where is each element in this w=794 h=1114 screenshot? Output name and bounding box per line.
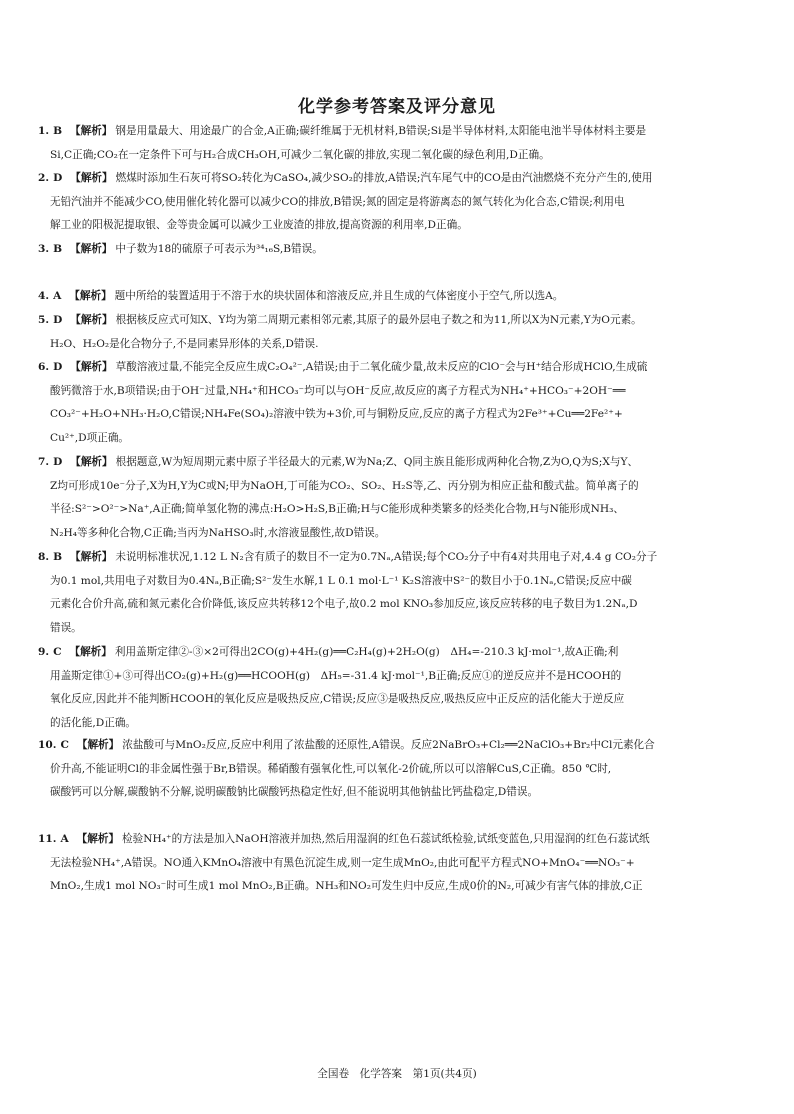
question-number: 3.: [38, 243, 50, 255]
answer-first-line: [38, 285, 754, 309]
answer-text: 酸钙微溶于水,B项错误;由于OH⁻过量,NH₄⁺和HCO₃⁻均可以与OH⁻反应,故反应的离子方程式为NH₄⁺+HCO₃⁻+2OH⁻══: [50, 384, 626, 397]
answer-letter: C: [53, 646, 62, 658]
answer-first-line: [38, 734, 754, 758]
answer-text: 氧化反应,因此并不能判断HCOOH的氧化反应是吸热反应,C错误;反应③是吸热反应,吸热反应中正反应的活化能大于逆反应: [50, 693, 625, 706]
answer-continuation-line: [38, 712, 754, 736]
answer-text: 草酸溶液过量,不能完全反应生成C₂O₄²⁻,A错误;由于二氧化硫少量,故未反应的ClO⁻会与H⁺结合形成HClO,生成硫: [115, 361, 648, 373]
answer-item: [38, 641, 754, 735]
answer-continuation-line: [38, 593, 754, 617]
analysis-tag: 【解析】: [70, 361, 113, 373]
answer-text: 无铅汽油并不能减少CO,使用催化转化器可以减少CO的排放,B错误;氮的固定是将游离态的氮气转化为化合态,C错误;利用电: [50, 195, 625, 208]
answer-text: 碳酸钙可以分解,碳酸钠不分解,说明碳酸钠比碳酸钙热稳定性好,但不能说明其他钠盐比钙盐稳定,D错误。: [50, 786, 539, 799]
answer-continuation-line: [38, 781, 754, 805]
answer-first-line: [38, 309, 754, 333]
answer-letter: A: [53, 290, 62, 302]
answer-text: 根据核反应式可知X、Y均为第二周期元素相邻元素,其原子的最外层电子数之和为11,所以X为N元素,Y为O元素。: [115, 314, 642, 326]
answer-letter: A: [60, 833, 69, 845]
answer-continuation-line: [38, 214, 754, 238]
answer-text: N₂H₄等多种化合物,C正确;当丙为NaHSO₃时,水溶液显酸性,故D错误。: [50, 526, 386, 539]
answer-text: 无法检验NH₄⁺,A错误。NO通入KMnO₄溶液中有黑色沉淀生成,则一定生成MnO₂,由此可配平方程式NO+MnO₄⁻══NO₃⁻+: [50, 856, 635, 869]
answer-letter: B: [53, 243, 63, 255]
question-number: 8.: [38, 551, 50, 563]
answer-continuation-line: [38, 333, 754, 357]
answer-continuation-line: [38, 380, 754, 404]
analysis-tag: 【解析】: [70, 243, 113, 255]
answer-item: [38, 238, 754, 262]
answer-item: [38, 546, 754, 640]
analysis-tag: 【解析】: [76, 739, 120, 751]
answer-first-line: [38, 167, 754, 191]
answer-letter: D: [53, 314, 63, 326]
answer-text: 检验NH₄⁺的方法是加入NaOH溶液并加热,然后用湿润的红色石蕊试纸检验,试纸变蓝色,只用湿润的红色石蕊试纸: [122, 833, 650, 845]
question-number: 11.: [38, 833, 57, 845]
answer-first-line: [38, 546, 754, 570]
answer-text: 解工业的阳极泥提取银、金等贵金属可以减少工业废渣的排放,提高资源的利用率,D正确。: [50, 219, 468, 232]
answer-item: [38, 451, 754, 545]
answer-letter: C: [60, 739, 69, 751]
answer-continuation-line: [38, 758, 754, 782]
answer-text: Si,C正确;CO₂在一定条件下可与H₂合成CH₃OH,可减少二氧化碳的排放,实现二氧化碳的绿色利用,D正确。: [50, 148, 550, 161]
answer-item: [38, 120, 754, 167]
answer-continuation-line: [38, 403, 754, 427]
answer-letter: B: [53, 125, 63, 137]
analysis-tag: 【解析】: [70, 172, 113, 184]
answer-continuation-line: [38, 570, 754, 594]
answer-letter: D: [53, 361, 63, 373]
page-title: 化学参考答案及评分意见: [298, 97, 496, 117]
answer-continuation-line: [38, 852, 754, 876]
page-footer: 全国卷 化学答案 第1页(共4页): [317, 1068, 477, 1080]
answer-item: [38, 167, 754, 238]
question-number: 10.: [38, 739, 57, 751]
answer-text: 中子数为18的硫原子可表示为³⁴₁₆S,B错误。: [115, 243, 323, 255]
answer-text: 题中所给的装置适用于不溶于水的块状固体和溶液反应,并且生成的气体密度小于空气,所以选A。: [114, 290, 564, 302]
analysis-tag: 【解析】: [69, 646, 112, 658]
answer-first-line: [38, 238, 754, 262]
answer-text: 错误。: [50, 621, 82, 634]
answer-text: H₂O、H₂O₂是化合物分子,不是同素异形体的关系,D错误.: [50, 337, 319, 350]
answer-continuation-line: [38, 144, 754, 168]
question-number: 6.: [38, 361, 50, 373]
answer-text: 半径:S²⁻>O²⁻>Na⁺,A正确;简单氢化物的沸点:H₂O>H₂S,B正确;H与C能形成种类繁多的烃类化合物,H与N能形成NH₃、: [50, 503, 624, 516]
question-number: 9.: [38, 646, 50, 658]
answer-item: [38, 828, 754, 899]
question-number: 7.: [38, 456, 50, 468]
answer-first-line: [38, 828, 754, 852]
question-number: 2.: [38, 172, 50, 184]
answer-item: [38, 309, 754, 356]
answer-text: Cu²⁺,D项正确。: [50, 431, 130, 444]
analysis-tag: 【解析】: [70, 125, 113, 137]
answer-text: 价升高,不能证明Cl的非金属性强于Br,B错误。稀硝酸有强氧化性,可以氧化-2价硫,所以可以溶解CuS,C正确。850 ℃时,: [50, 762, 612, 775]
answer-letter: D: [53, 456, 63, 468]
answer-text: 用盖斯定律①+③可得出CO₂(g)+H₂(g)══HCOOH(g) ΔH₅=-31.4 kJ·mol⁻¹,B正确;反应①的逆反应并不是HCOOH的: [50, 669, 622, 682]
answer-continuation-line: [38, 475, 754, 499]
answer-first-line: [38, 120, 754, 144]
answer-continuation-line: [38, 875, 754, 899]
analysis-tag: 【解析】: [70, 456, 113, 468]
answer-text: 的活化能,D正确。: [50, 716, 137, 729]
question-number: 1.: [38, 125, 50, 137]
answer-text: 未说明标准状况,1.12 L N₂含有质子的数目不一定为0.7Nₐ,A错误;每个CO₂分子中有4对共用电子对,4.4 g CO₂分子: [115, 551, 658, 563]
answer-text: 浓盐酸可与MnO₂反应,反应中利用了浓盐酸的还原性,A错误。反应2NaBrO₃+Cl₂══2NaClO₃+Br₂中Cl元素化合: [122, 739, 655, 751]
answer-continuation-line: [38, 427, 754, 451]
answer-continuation-line: [38, 498, 754, 522]
answer-first-line: [38, 451, 754, 475]
answer-letter: B: [53, 551, 63, 563]
answer-text: 为0.1 mol,共用电子对数目为0.4Nₐ,B正确;S²⁻发生水解,1 L 0.1 mol·L⁻¹ K₂S溶液中S²⁻的数目小于0.1Nₐ,C错误;反应中碳: [50, 574, 632, 587]
analysis-tag: 【解析】: [70, 551, 113, 563]
analysis-tag: 【解析】: [76, 833, 120, 845]
analysis-tag: 【解析】: [69, 290, 112, 302]
answer-text: Z均可形成10e⁻分子,X为H,Y为C或N;甲为NaOH,丁可能为CO₂、SO₂、H₂S等,乙、丙分别为相应正盐和酸式盐。简单离子的: [50, 479, 639, 492]
answer-text: MnO₂,生成1 mol NO₃⁻时可生成1 mol MnO₂,B正确。NH₃和NO₂可发生归中反应,生成0价的N₂,可减少有害气体的排放,C正: [50, 880, 643, 893]
answer-first-line: [38, 356, 754, 380]
answer-text: 根据题意,W为短周期元素中原子半径最大的元素,W为Na;Z、Q同主族且能形成两种化合物,Z为O,Q为S;X与Y、: [115, 456, 639, 468]
answer-text: 燃煤时添加生石灰可将SO₂转化为CaSO₄,减少SO₂的排放,A错误;汽车尾气中的CO是由汽油燃烧不充分产生的,使用: [115, 172, 653, 184]
answer-item: [38, 734, 754, 805]
answer-continuation-line: [38, 665, 754, 689]
answer-text: 元素化合价升高,硫和氮元素化合价降低,该反应共转移12个电子,故0.2 mol KNO₃参加反应,该反应转移的电子数目为1.2Nₐ,D: [50, 598, 638, 611]
answer-letter: D: [53, 172, 63, 184]
answer-item: [38, 356, 754, 450]
answer-first-line: [38, 641, 754, 665]
question-number: 5.: [38, 314, 50, 326]
answer-text: CO₃²⁻+H₂O+NH₃·H₂O,C错误;NH₄Fe(SO₄)₂溶液中铁为+3价,可与铜粉反应,反应的离子方程式为2Fe³⁺+Cu══2Fe²⁺+: [50, 408, 623, 421]
answer-continuation-line: [38, 522, 754, 546]
answer-continuation-line: [38, 191, 754, 215]
answer-text: 钢是用量最大、用途最广的合金,A正确;碳纤维属于无机材料,B错误;Si是半导体材料,太阳能电池半导体材料主要是: [115, 125, 647, 137]
answer-item: [38, 285, 754, 309]
answer-continuation-line: [38, 688, 754, 712]
answer-text: 利用盖斯定律②-③×2可得出2CO(g)+4H₂(g)══C₂H₄(g)+2H₂O(g) ΔH₄=-210.3 kJ·mol⁻¹,故A正确;利: [114, 646, 619, 658]
question-number: 4.: [38, 290, 50, 302]
answer-continuation-line: [38, 617, 754, 641]
analysis-tag: 【解析】: [70, 314, 113, 326]
